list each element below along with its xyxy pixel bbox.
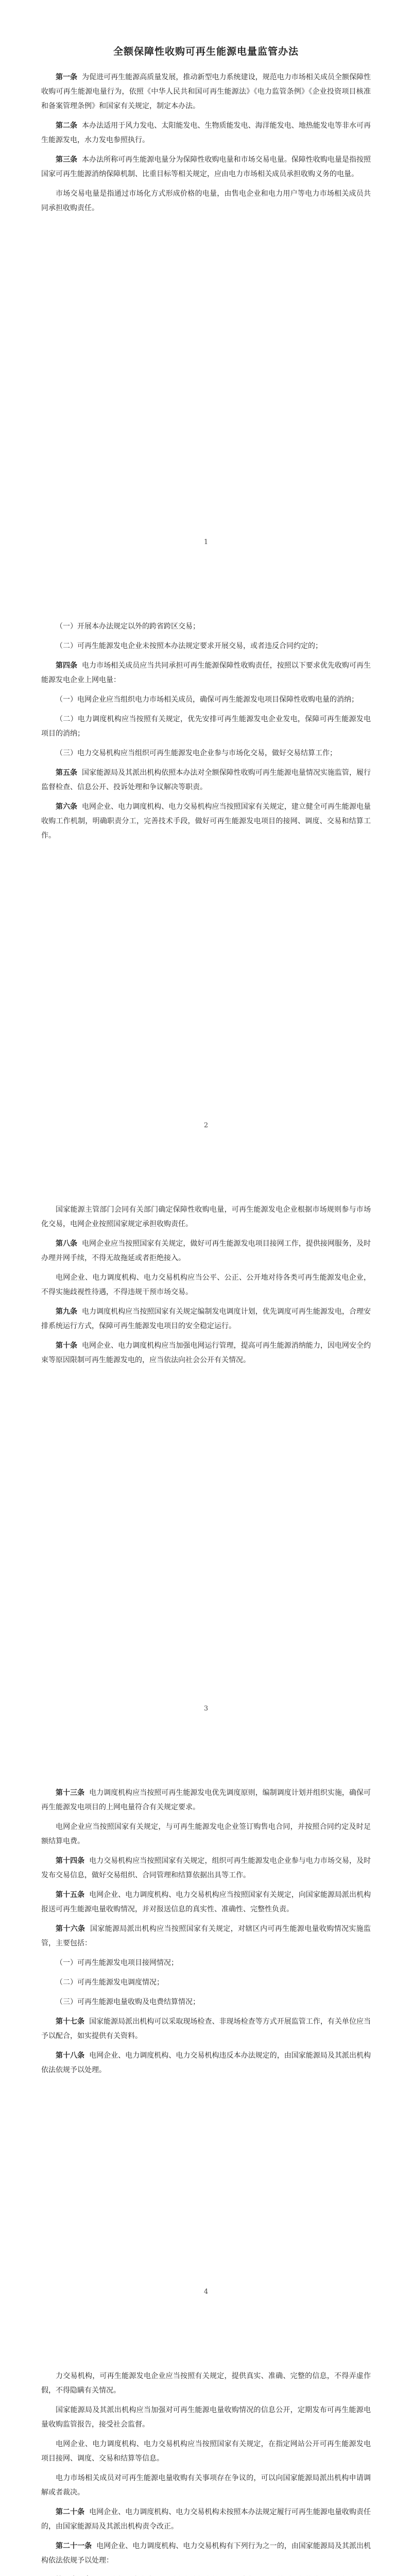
paragraph [41, 2014, 371, 2043]
paragraph-text: 本办法所称可再生能源电量分为保障性收购电量和市场交易电量。保障性收购电量是指按照国家可再生能源消纳保障机制、比重目标等相关规定，应由电力市场相关成员承担收购义务的电量。 [41, 156, 371, 178]
article-number: 第五条 [56, 769, 78, 777]
article-number: 第十三条 [56, 1789, 85, 1797]
paragraph [41, 1922, 371, 1951]
paragraph [41, 1786, 371, 1815]
page-body [41, 2369, 371, 2576]
paragraph-text: 电力调度机构应当按照国家有关规定编制发电调度计划，优先调度可再生能源发电，合理安排系统运行方式，保障可再生能源发电项目的安全稳定运行。 [41, 1308, 371, 1330]
paragraph [41, 800, 371, 843]
paragraph-text: 国家能源局及其派出机构应当加强对可再生能源电量收购情况的信息公开，定期发布可再生能源电量收购监管报告，接受社会监督。 [41, 2406, 371, 2429]
paragraph [41, 712, 371, 741]
paragraph-text: 国家能源局及其派出机构依照本办法对全额保障性收购可再生能源电量情况实施监管，履行监督检查、信息公开、投诉处理和争议解决等职责。 [41, 769, 371, 791]
paragraph [41, 2437, 371, 2466]
paragraph-text: 电网企业、电力调度机构、电力交易机构应当按照国家有关规定，建立健全可再生能源电量收购工作机制，明确职责分工，完善技术手段，做好可再生能源发电项目的接网、调度、交易和结算工作。 [41, 803, 371, 840]
article-number: 第十五条 [56, 1891, 85, 1899]
paragraph [41, 1956, 371, 1970]
article-number: 第八条 [56, 1240, 78, 1248]
document-page-4 [0, 1750, 412, 2333]
page-body [41, 1786, 371, 2082]
paragraph-text: 国家能源主管部门会同有关部门确定保障性收购电量，可再生能源发电企业根据市场规则参与市场化交易，电网企业按照国家规定承担收购责任。 [41, 1206, 371, 1228]
article-number: 第二条 [56, 122, 78, 130]
article-number: 第二十一条 [56, 2542, 92, 2550]
article-number: 第六条 [56, 803, 78, 811]
page-number: 1 [203, 538, 209, 546]
page-body [41, 44, 371, 221]
paragraph-text: 电网企业、电力调度机构、电力交易机构未按照本办法规定履行可再生能源电量收购责任的，由国家能源局及其派出机构责令改正。 [41, 2508, 371, 2531]
paragraph [41, 70, 371, 113]
paragraph [41, 2505, 371, 2534]
paragraph-text: 电网企业、电力调度机构应当加强电网运行管理，提高可再生能源消纳能力，因电网安全约束等原因限制可再生能源发电的，应当依法向社会公开有关情况。 [41, 1342, 371, 1364]
paragraph-text: 电力交易机构应当按照国家有关规定，组织可再生能源发电企业参与电力市场交易，及时发布交易信息，做好交易组织、合同管理和结算依据出具等工作。 [41, 1857, 371, 1879]
article-number: 第四条 [56, 662, 78, 670]
paragraph [41, 1820, 371, 1849]
paragraph-text: 电网企业应当按照国家有关规定，做好可再生能源发电项目接网工作，提供接网服务，及时办理并网手续，不得无故拖延或者拒绝接入。 [41, 1240, 371, 1262]
article-number: 第十四条 [56, 1857, 85, 1865]
paragraph [41, 639, 371, 653]
paragraph [41, 1854, 371, 1883]
article-number: 第十八条 [56, 2052, 85, 2060]
paragraph-text: 电网企业、电力调度机构、电力交易机构有下列行为之一的，由国家能源局及其派出机构依法依规予以处理： [41, 2542, 371, 2565]
paragraph-text: 电网企业应当按照国家有关规定，与可再生能源发电企业签订购售电合同，并按照合同约定及时足额结算电费。 [41, 1823, 371, 1845]
paragraph-text: （一）电网企业应当组织电力市场相关成员，确保可再生能源发电项目保障性收购电量的消纳； [56, 696, 358, 704]
article-number: 第十七条 [56, 2018, 85, 2026]
paragraph-text: 为促进可再生能源高质量发展，推动新型电力系统建设，规范电力市场相关成员全额保障性收购可再生能源电量行为，依照《中华人民共和国可再生能源法》《电力监管条例》《企业投资项目核准和备案管理条例》和国家有关规定，制定本办法。 [41, 73, 371, 110]
paragraph [41, 1888, 371, 1917]
paragraph-text: （一）可再生能源发电项目接网情况； [56, 1959, 178, 1967]
article-number: 第九条 [56, 1308, 78, 1316]
paragraph-text: （二）可再生能源发电调度情况； [56, 1978, 164, 1987]
document-page-1 [0, 0, 412, 583]
paragraph-text: （二）电力调度机构应当按照有关规定，优先安排可再生能源发电企业发电，保障可再生能源发电项目的消纳； [41, 715, 371, 738]
paragraph [41, 1202, 371, 1231]
paragraph [41, 2573, 371, 2576]
paragraph-text: 电网企业、电力调度机构、电力交易机构应当按照国家有关规定，在指定网站公开可再生能源发电项目接网、调度、交易和结算等信息。 [41, 2440, 371, 2463]
paragraph-text: 国家能源局派出机构可以采取现场检查、非现场检查等方式开展监管工作，有关单位应当予以配合，如实提供有关资料。 [41, 2018, 371, 2040]
article-number: 第二十条 [56, 2508, 85, 2516]
paragraph [41, 1975, 371, 1990]
paragraph-text: 电力市场相关成员应当共同承担可再生能源保障性收购责任，按照以下要求优先收购可再生能源发电企业上网电量： [41, 662, 371, 684]
document-title: 全额保障性收购可再生能源电量监管办法 [113, 46, 299, 57]
paragraph-text: （一）开展本办法规定以外的跨省跨区交易； [56, 622, 200, 631]
article-number: 第十条 [56, 1342, 78, 1350]
paragraph [41, 619, 371, 634]
article-number: 第一条 [56, 73, 78, 81]
paragraph [41, 1338, 371, 1367]
document-page-3 [0, 1166, 412, 1750]
paragraph-text: 电力市场相关成员对可再生能源电量收购有关事项存在争议的，可以向国家能源局派出机构申请调解或者裁决。 [41, 2474, 371, 2497]
paragraph-text: 本办法适用于风力发电、太阳能发电、生物质能发电、海洋能发电、地热能发电等非水可再生能源发电，水力发电参照执行。 [41, 122, 371, 144]
paragraph [41, 2369, 371, 2398]
paragraph-text: 电网企业、电力调度机构、电力交易机构违反本办法规定的，由国家能源局及其派出机构依法依规予以处理。 [41, 2052, 371, 2074]
paragraph [41, 1236, 371, 1265]
page-number: 4 [203, 2288, 209, 2296]
paragraph-text: 电力调度机构应当按照可再生能源发电优先调度原则，编制调度计划并组织实施，确保可再生能源发电项目的上网电量符合有关规定要求。 [41, 1789, 371, 1811]
paragraph [41, 187, 371, 215]
paragraph-text: 力交易机构，可再生能源发电企业应当按照有关规定，提供真实、准确、完整的信息，不得弄虚作假，不得隐瞒有关情况。 [41, 2372, 371, 2395]
document-page-5 [0, 2333, 412, 2576]
paragraph [41, 152, 371, 181]
article-number: 第十六条 [56, 1925, 85, 1933]
page-body [41, 1202, 371, 1372]
paragraph [41, 658, 371, 687]
paragraph-text: 电网企业、电力调度机构、电力交易机构应当按照国家有关规定，向国家能源局派出机构报送可再生能源电量收购情况，并对报送信息的真实性、准确性、完整性负责。 [41, 1891, 371, 1913]
page-number: 3 [203, 1705, 209, 1713]
paragraph [41, 692, 371, 707]
paragraph [41, 2048, 371, 2077]
paragraph-text: 电网企业、电力调度机构、电力交易机构应当公平、公正、公开地对待各类可再生能源发电企业，不得实施歧视性待遇，不得违规干预市场交易。 [41, 1274, 371, 1296]
paragraph [41, 1270, 371, 1299]
paragraph [41, 2471, 371, 2500]
page-number: 2 [203, 1122, 209, 1129]
paragraph-text: （二）可再生能源发电企业未按照本办法规定要求开展交易，或者违反合同约定的； [56, 642, 322, 650]
page-body [41, 619, 371, 848]
paragraph-text: 市场交易电量是指通过市场化方式形成价格的电量，由售电企业和电力用户等电力市场相关成员共同承担收购责任。 [41, 190, 371, 212]
paragraph-text: 国家能源局派出机构应当按照国家有关规定，对辖区内可再生能源电量收购情况实施监管，主要包括： [41, 1925, 371, 1947]
paragraph [41, 766, 371, 794]
document-page-2 [0, 583, 412, 1166]
paragraph [41, 1995, 371, 2009]
article-number: 第三条 [56, 156, 78, 164]
paragraph-text: （三）可再生能源电量收购及电费结算情况； [56, 1998, 200, 2006]
paragraph [41, 2403, 371, 2432]
paragraph [41, 2539, 371, 2568]
paragraph [41, 118, 371, 147]
paragraph-text: （三）电力交易机构应当组织可再生能源发电企业参与市场化交易，做好交易结算工作； [56, 749, 337, 757]
paragraph [41, 1304, 371, 1333]
paragraph [41, 746, 371, 760]
